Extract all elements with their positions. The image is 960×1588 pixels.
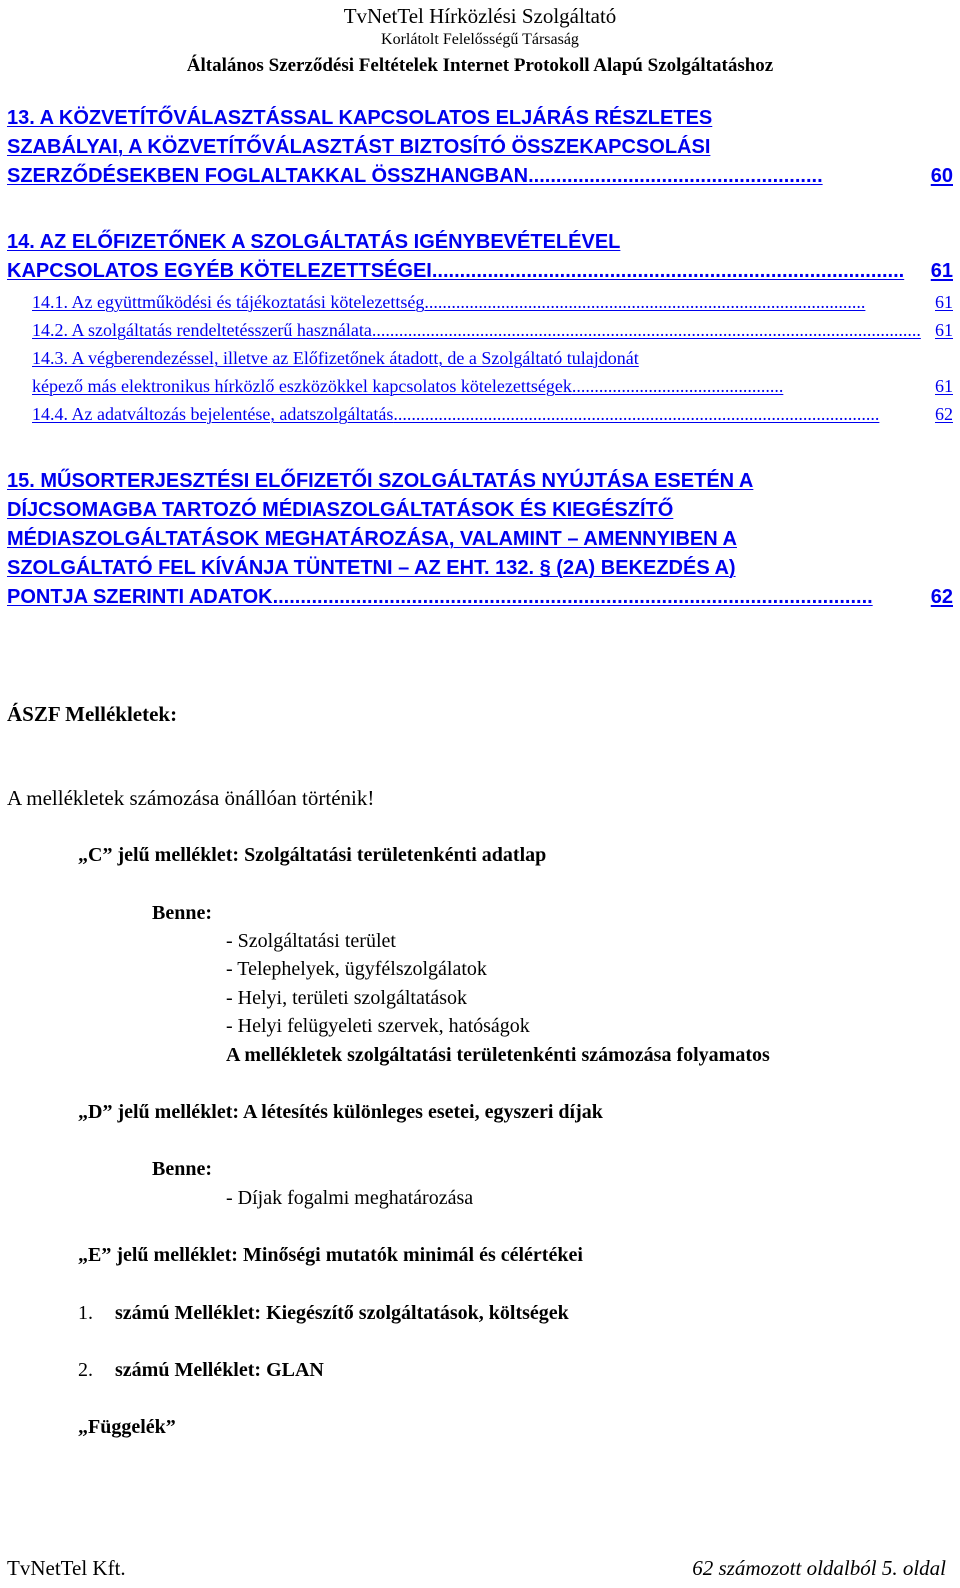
annex-2-number: 2.: [78, 1359, 93, 1381]
toc-entry-14-line-1[interactable]: 14. AZ ELŐFIZETŐNEK A SZOLGÁLTATÁS IGÉNYBEVÉTELÉVEL: [7, 231, 621, 253]
toc-entry-15-line-4[interactable]: SZOLGÁLTATÓ FEL KÍVÁNJA TÜNTETNI – AZ EHT. 132. § (2A) BEKEZDÉS A): [7, 557, 736, 579]
toc-entry-13-line-2[interactable]: SZABÁLYAI, A KÖZVETÍTŐVÁLASZTÁST BIZTOSÍTÓ ÖSSZEKAPCSOLÁSI: [7, 136, 711, 158]
toc-entry-15-page[interactable]: 62: [930, 586, 953, 608]
toc-entry-15-line-3[interactable]: MÉDIASZOLGÁLTATÁSOK MEGHATÁROZÁSA, VALAMINT – AMENNYIBEN A: [7, 528, 737, 550]
toc-entry-14-1-page[interactable]: 61: [935, 292, 953, 312]
toc-entry-13-line-3[interactable]: SZERZŐDÉSEKBEN FOGLALTAKKAL ÖSSZHANGBAN.....................................................: [7, 165, 823, 187]
toc-entry-14-3[interactable]: [7, 348, 953, 402]
toc-entry-14-4-page[interactable]: 62: [935, 404, 953, 424]
annex-1-title: számú Melléklet: Kiegészítő szolgáltatások, költségek: [115, 1302, 569, 1324]
company-type: Korlátolt Felelősségű Társaság: [381, 31, 579, 48]
annex-c-benne-label: Benne:: [152, 902, 212, 924]
annex-d-item: - Díjak fogalmi meghatározása: [226, 1187, 474, 1209]
toc-entry-14-2-page[interactable]: 61: [935, 320, 953, 340]
annex-note: A mellékletek számozása önállóan történik!: [7, 786, 375, 810]
toc-entry-14-2-text[interactable]: 14.2. A szolgáltatás rendeltetésszerű használata..........................................................................................................................: [32, 320, 921, 340]
annex-e-title: „E” jelű melléklet: Minőségi mutatók minimál és célértékei: [78, 1244, 583, 1266]
toc-entry-14-1-text[interactable]: 14.1. Az együttműködési és tájékoztatási kötelezettség..................................................................................................: [32, 292, 866, 312]
annex-d-title: „D” jelű melléklet: A létesítés különleges esetei, egyszeri díjak: [78, 1101, 603, 1123]
toc-entry-14-4-text[interactable]: 14.4. Az adatváltozás bejelentése, adatszolgáltatás............................................................................................................: [32, 404, 880, 424]
company-name: TvNetTel Hírközlési Szolgáltató: [343, 4, 617, 28]
annex-1-number: 1.: [78, 1302, 93, 1324]
toc-entry-14-1[interactable]: [7, 292, 953, 318]
toc-entry-14-3-line-2[interactable]: képező más elektronikus hírközlő eszközökkel kapcsolatos kötelezettségek...............................................: [32, 376, 784, 396]
toc-entry-15-line-2[interactable]: DÍJCSOMAGBA TARTOZÓ MÉDIASZOLGÁLTATÁSOK ÉS KIEGÉSZÍTŐ: [7, 499, 674, 521]
toc-entry-13[interactable]: [7, 107, 953, 197]
toc-entry-14-4[interactable]: [7, 404, 953, 430]
toc-entry-13-line-1[interactable]: 13. A KÖZVETÍTŐVÁLASZTÁSSAL KAPCSOLATOS ELJÁRÁS RÉSZLETES: [7, 107, 713, 129]
annex-heading: ÁSZF Mellékletek:: [7, 702, 178, 726]
toc-entry-14-2[interactable]: [7, 320, 953, 346]
appendix-title: „Függelék”: [78, 1416, 176, 1438]
annex-c-item: - Helyi, területi szolgáltatások: [226, 987, 468, 1009]
toc-entry-14-3-page[interactable]: 61: [935, 376, 953, 396]
toc-entry-15-line-5[interactable]: PONTJA SZERINTI ADATOK............................................................................................................: [7, 586, 873, 608]
toc-entry-14-line-2[interactable]: KAPCSOLATOS EGYÉB KÖTELEZETTSÉGEI.....................................................................................: [7, 260, 905, 282]
annex-c-numbering: A mellékletek szolgáltatási területenkénti számozása folyamatos: [226, 1044, 770, 1066]
toc-entry-13-page[interactable]: 60: [930, 165, 953, 187]
document-title: Általános Szerződési Feltételek Internet Protokoll Alapú Szolgáltatáshoz: [186, 55, 774, 76]
annex-c-title: „C” jelű melléklet: Szolgáltatási területenkénti adatlap: [78, 844, 547, 866]
annex-2-title: számú Melléklet: GLAN: [115, 1359, 324, 1381]
toc-entry-14-3-line-1[interactable]: 14.3. A végberendezéssel, illetve az Előfizetőnek átadott, de a Szolgáltató tulajdonát: [32, 348, 639, 368]
footer-page-info: 62 számozott oldalból 5. oldal: [692, 1556, 946, 1580]
annex-c-item: - Helyi felügyeleti szervek, hatóságok: [226, 1015, 530, 1037]
annex-d-benne-label: Benne:: [152, 1158, 212, 1180]
annex-c-item: - Telephelyek, ügyfélszolgálatok: [226, 958, 487, 980]
toc-entry-14-page[interactable]: 61: [930, 260, 953, 282]
footer-company: TvNetTel Kft.: [7, 1556, 126, 1580]
toc-entry-15-line-1[interactable]: 15. MŰSORTERJESZTÉSI ELŐFIZETŐI SZOLGÁLTATÁS NYÚJTÁSA ESETÉN A: [7, 470, 754, 492]
toc-entry-15[interactable]: [7, 470, 953, 620]
annex-c-item: - Szolgáltatási terület: [226, 930, 396, 952]
toc-entry-14[interactable]: [7, 231, 953, 291]
